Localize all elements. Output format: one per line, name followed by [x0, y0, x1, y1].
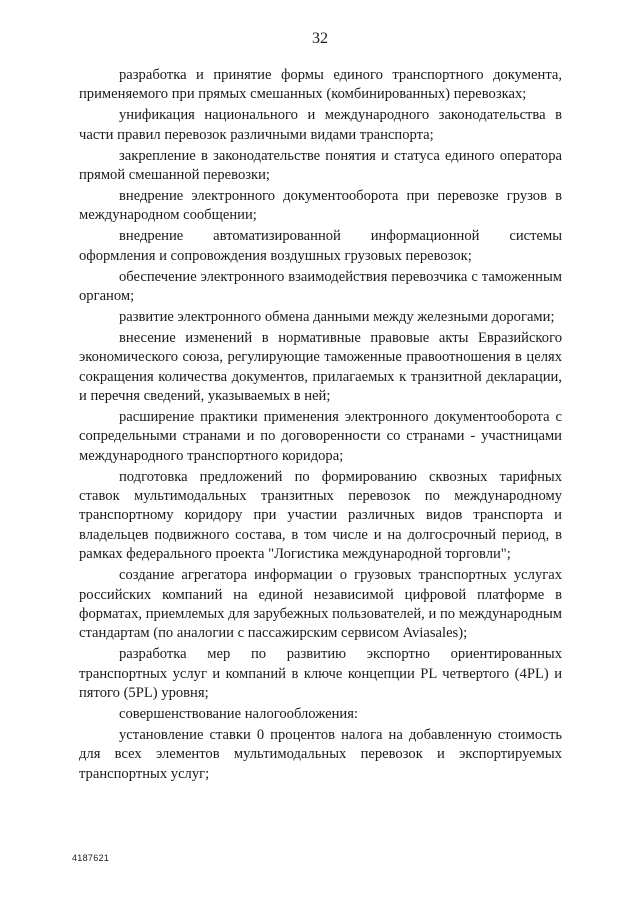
paragraph: подготовка предложений по формированию сквозных тарифных ставок мультимодальных транзитных перевозок по международному транспортному коридору при участии различных видов транспорта и владельцев подвижного состава, в том числе и на долгосрочный период, в рамках федерального проекта "Логистика международной торговли"; — [79, 468, 562, 563]
document-body — [79, 66, 562, 786]
paragraph: обеспечение электронного взаимодействия перевозчика с таможенным органом; — [79, 268, 562, 304]
paragraph: установление ставки 0 процентов налога на добавленную стоимость для всех элементов мультимодальных перевозок и экспортируемых транспортных услуг; — [79, 726, 562, 782]
paragraph: расширение практики применения электронного документооборота с сопредельными странами и по договоренности со странами - участницами международного транспортного коридора; — [79, 408, 562, 464]
document-id: 4187621 — [72, 853, 110, 863]
paragraph: закрепление в законодательстве понятия и статуса единого оператора прямой смешанной перевозки; — [79, 147, 562, 184]
paragraph: разработка мер по развитию экспортно ориентированных транспортных услуг и компаний в ключе концепции PL четвертого (4PL) и пятого (5PL) уровня; — [79, 646, 562, 702]
paragraph: совершенствование налогообложения: — [119, 706, 358, 722]
page-number: 32 — [312, 30, 328, 47]
paragraph: унификация национального и международного законодательства в части правил перевозок различными видами транспорта; — [79, 107, 562, 143]
paragraph: развитие электронного обмена данными между железными дорогами; — [119, 308, 555, 325]
paragraph: разработка и принятие формы единого транспортного документа, применяемого при прямых смешанных (комбинированных) перевозках; — [79, 67, 562, 103]
paragraph: внедрение электронного документооборота при перевозке грузов в международном сообщении; — [79, 187, 562, 224]
paragraph: внесение изменений в нормативные правовые акты Евразийского экономического союза, регулирующие таможенные правоотношения в целях сокращения количества документов, прилагаемых к транзитной декларации, и перечня сведений, указываемых в ней; — [79, 329, 562, 404]
paragraph: создание агрегатора информации о грузовых транспортных услугах российских компаний на единой независимой цифровой платформе в форматах, приемлемых для зарубежных пользователей, и по международным стандартам (по аналогии с пассажирским сервисом Aviasales); — [79, 567, 562, 642]
paragraph: внедрение автоматизированной информационной системы оформления и сопровождения воздушных грузовых перевозок; — [79, 228, 562, 264]
